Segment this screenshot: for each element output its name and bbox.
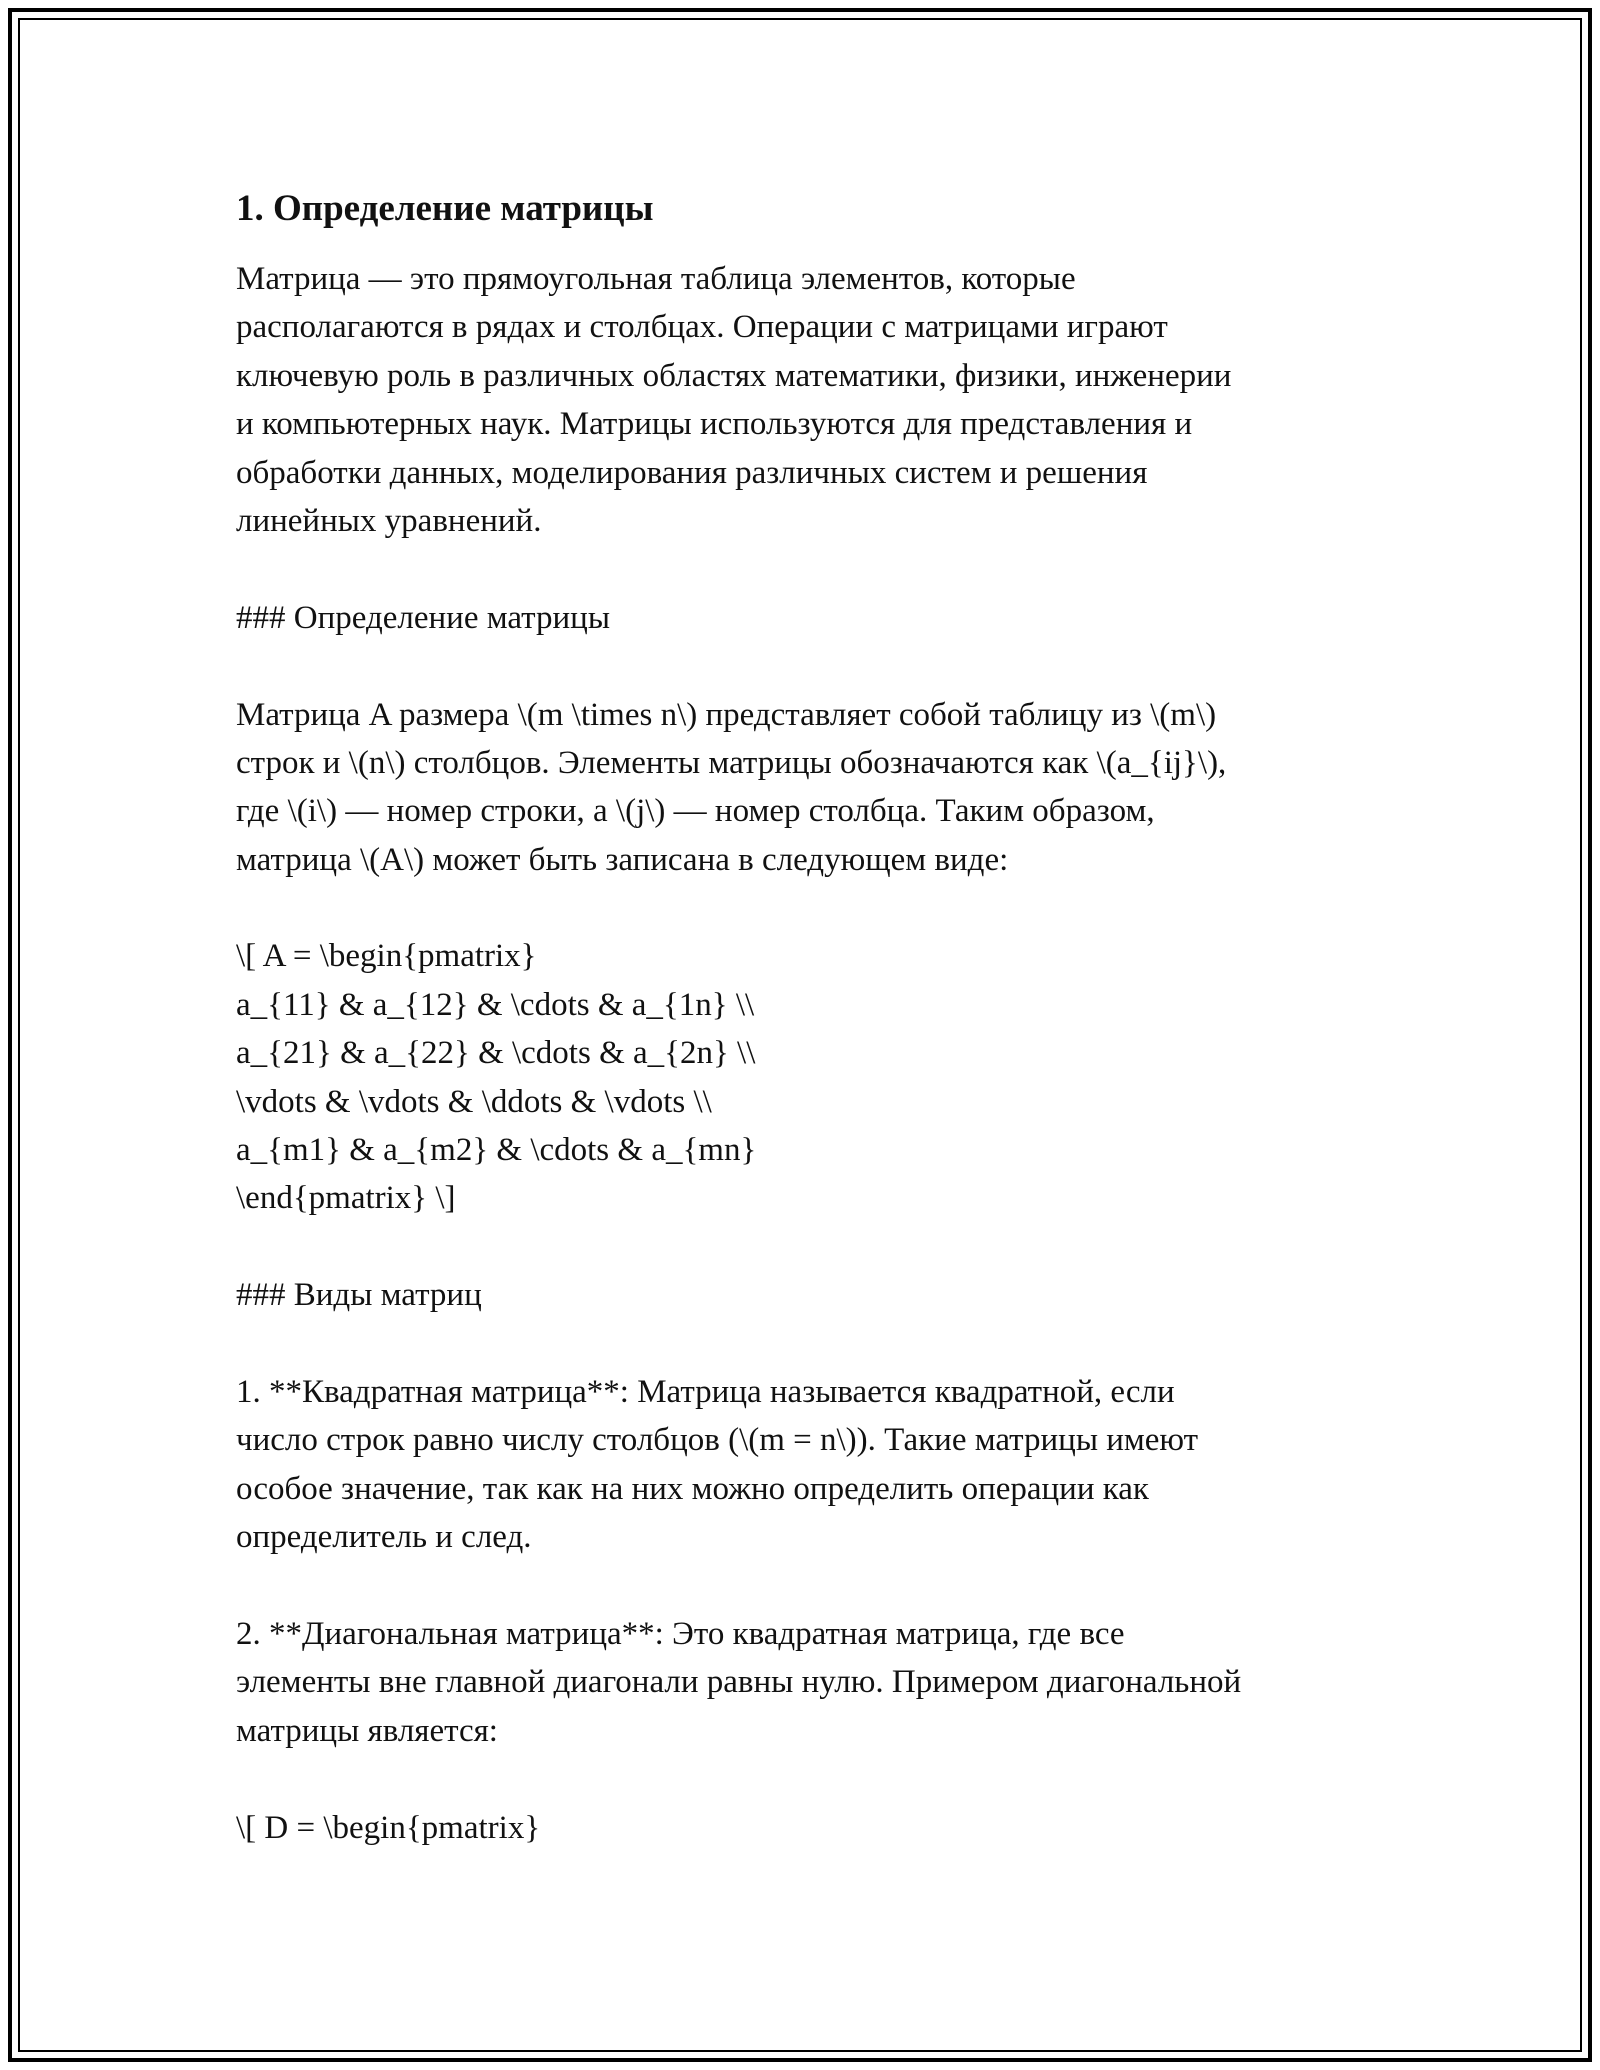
text-line: Матрица — это прямоугольная таблица элементов, которые: [236, 261, 1076, 297]
text-line: ### Виды матриц: [236, 1277, 482, 1314]
text-line: и компьютерных наук. Матрицы используются для представления и: [236, 406, 1193, 443]
text-line: Матрица A размера \(m \times n\) представляет собой таблицу из \(m\): [236, 696, 1217, 733]
text-line: \vdots & \vdots & \ddots & \vdots \\: [236, 1083, 712, 1120]
document-body: [236, 185, 1366, 1852]
blank-line: [236, 1755, 1366, 1803]
blank-line: [236, 545, 1366, 593]
text-line: ключевую роль в различных областях математики, физики, инженерии: [236, 357, 1232, 394]
text-line: матрица \(A\) может быть записана в следующем виде:: [236, 841, 1009, 878]
blank-line: [236, 642, 1366, 690]
section-heading: 1. Определение матрицы: [236, 188, 654, 229]
text-line: \[ A = \begin{pmatrix}: [236, 938, 537, 975]
text-line: особое значение, так как на них можно определить операции как: [236, 1470, 1149, 1507]
text-line: 2. **Диагональная матрица**: Это квадратная матрица, где все: [236, 1615, 1125, 1652]
text-line: матрицы является:: [236, 1712, 498, 1749]
text-line: определитель и след.: [236, 1519, 532, 1556]
text-line: где \(i\) — номер строки, а \(j\) — номер столбца. Таким образом,: [236, 793, 1155, 830]
text-line: элементы вне главной диагонали равны нулю. Примером диагональной: [236, 1664, 1242, 1701]
text-line: обработки данных, моделирования различных систем и решения: [236, 454, 1148, 491]
text-line: a_{m1} & a_{m2} & \cdots & a_{mn}: [236, 1132, 757, 1169]
text-line: линейных уравнений.: [236, 502, 542, 539]
text-line: число строк равно числу столбцов (\(m = n\)). Такие матрицы имеют: [236, 1422, 1199, 1459]
document-text: [236, 255, 1366, 1852]
text-line: располагаются в рядах и столбцах. Операции с матрицами играют: [236, 309, 1168, 346]
text-line: строк и \(n\) столбцов. Элементы матрицы обозначаются как \(a_{ij}\),: [236, 744, 1227, 781]
blank-line: [236, 1320, 1366, 1368]
text-line: \end{pmatrix} \]: [236, 1180, 456, 1217]
text-line: ### Определение матрицы: [236, 599, 610, 636]
blank-line: [236, 1562, 1366, 1610]
text-line: a_{21} & a_{22} & \cdots & a_{2n} \\: [236, 1035, 756, 1072]
blank-line: [236, 884, 1366, 932]
text-line: \[ D = \begin{pmatrix}: [236, 1809, 541, 1846]
text-line: a_{11} & a_{12} & \cdots & a_{1n} \\: [236, 986, 755, 1023]
text-line: 1. **Квадратная матрица**: Матрица называется квадратной, если: [236, 1373, 1175, 1410]
blank-line: [236, 1223, 1366, 1271]
